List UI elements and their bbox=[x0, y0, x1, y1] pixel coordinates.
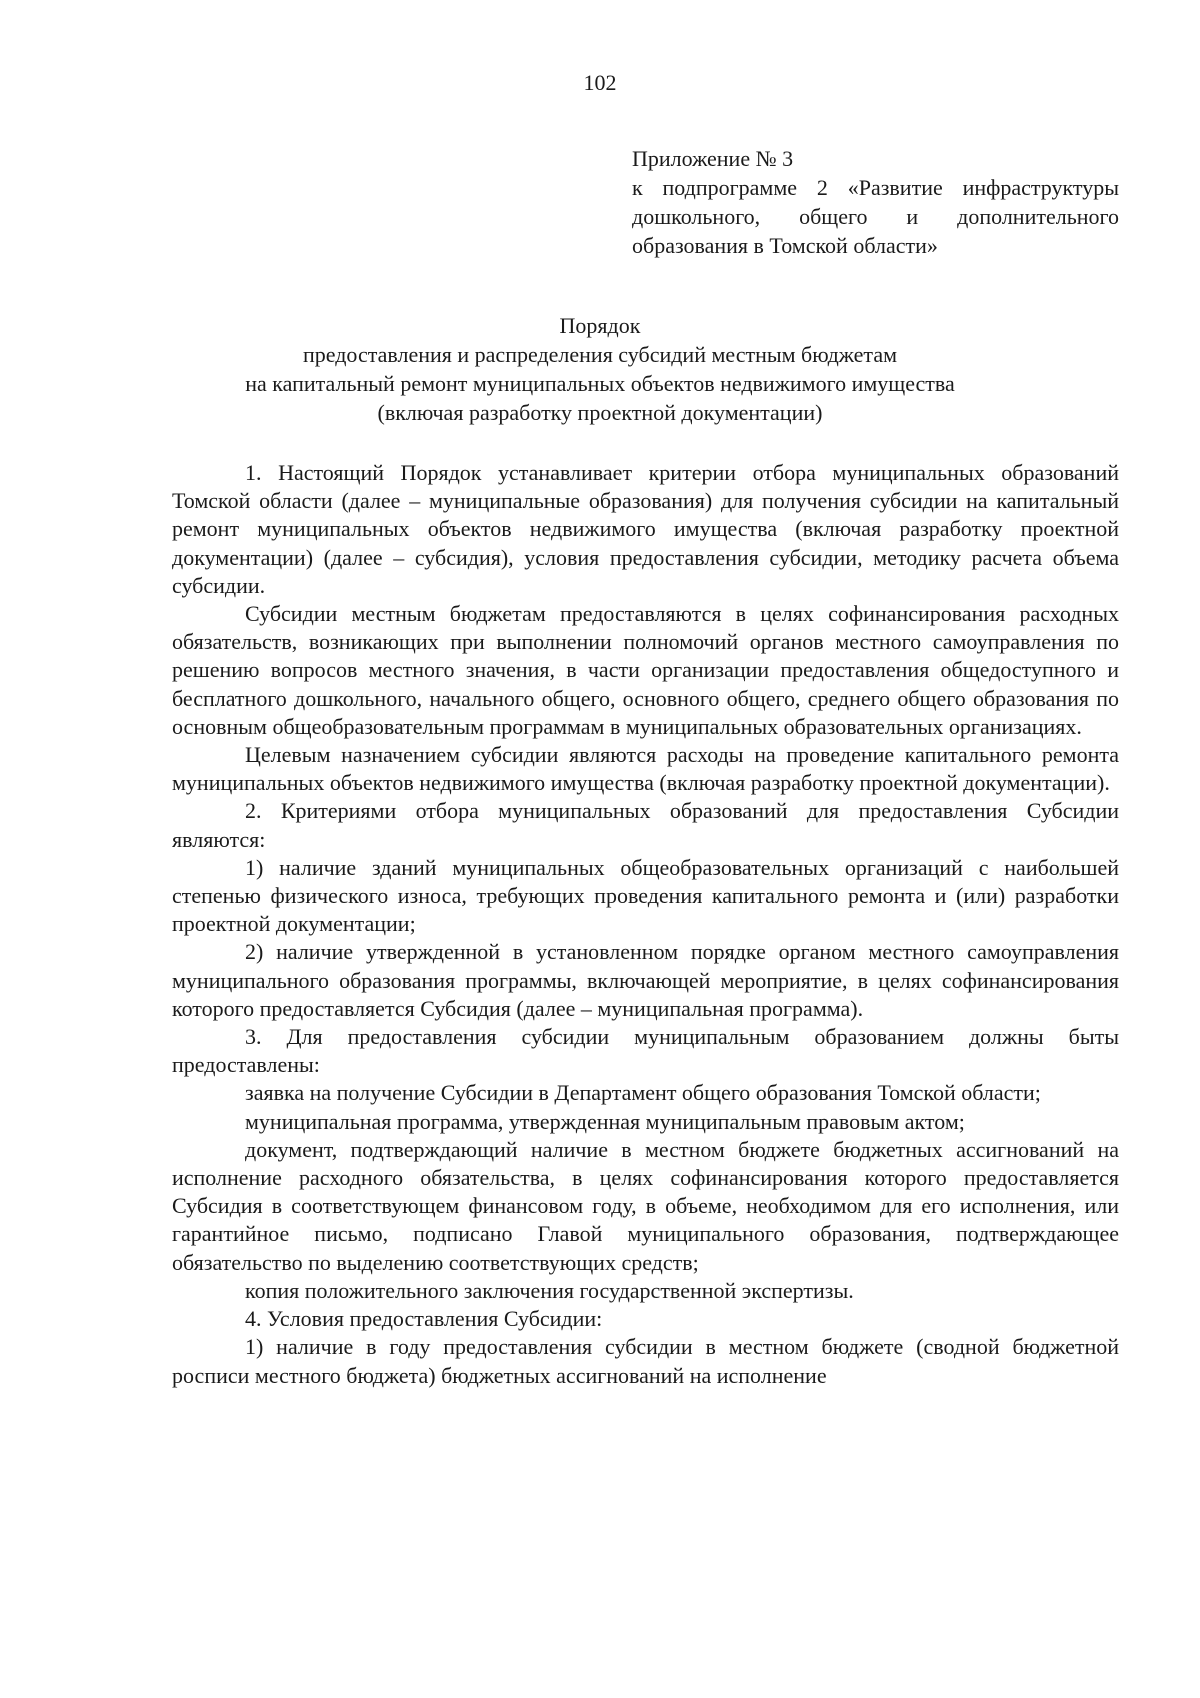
document-body bbox=[172, 459, 1119, 1390]
paragraph: 4. Условия предоставления Субсидии: bbox=[245, 1306, 603, 1332]
paragraph: 1) наличие в году предоставления субсидии в местном бюджете (сводной бюджетной росписи местного бюджета) бюджетных ассигнований на исполнение bbox=[172, 1334, 1119, 1388]
title-line: предоставления и распределения субсидий местным бюджетам bbox=[302, 342, 898, 367]
appendix-line: образования в Томской области» bbox=[632, 233, 938, 258]
title-line: (включая разработку проектной документации) bbox=[377, 400, 823, 425]
document-title bbox=[0, 311, 1200, 427]
paragraph: Целевым назначением субсидии являются расходы на проведение капитального ремонта муниципальных объектов недвижимого имущества (включая разработку проектной документации). bbox=[172, 742, 1119, 796]
paragraph: копия положительного заключения государственной экспертизы. bbox=[245, 1277, 854, 1303]
paragraph: 1) наличие зданий муниципальных общеобразовательных организаций с наибольшей степенью физического износа, требующих проведения капитального ремонта и (или) разработки проектной документации; bbox=[172, 854, 1119, 937]
paragraph: Субсидии местным бюджетам предоставляются в целях софинансирования расходных обязательств, возникающих при выполнении полномочий органов местного самоуправления по решению вопросов местного значения, в части организации предоставления общедоступного и бесплатного дошкольного, начального общего, основного общего, среднего общего образования по основным общеобразовательным программам в муниципальных образовательных организациях. bbox=[172, 601, 1119, 739]
paragraph: 2. Критериями отбора муниципальных образований для предоставления Субсидии являются: bbox=[172, 798, 1119, 852]
appendix-line: дошкольного, общего и дополнительного bbox=[632, 204, 1119, 229]
appendix-line: Приложение № 3 bbox=[632, 146, 794, 171]
paragraph: 2) наличие утвержденной в установленном порядке органом местного самоуправления муниципального образования программы, включающей мероприятие, в целях софинансирования которого предоставляется Субсидия (далее – муниципальная программа). bbox=[172, 939, 1119, 1021]
paragraph: документ, подтверждающий наличие в местном бюджете бюджетных ассигнований на исполнение расходного обязательства, в целях софинансирования которого предоставляется Субсидия в соответствующем финансовом году, в объеме, необходимом для его исполнения, или гарантийное письмо, подписано Главой муниципального образования, подтверждающее обязательство по выделению соответствующих средств; bbox=[172, 1136, 1119, 1275]
appendix-header bbox=[632, 144, 1119, 260]
title-line: Порядок bbox=[559, 313, 641, 338]
paragraph: 3. Для предоставления субсидии муниципальным образованием должны быты предоставлены: bbox=[172, 1024, 1119, 1078]
paragraph: 1. Настоящий Порядок устанавливает критерии отбора муниципальных образований Томской области (далее – муниципальные образования) для получения субсидии на капитальный ремонт муниципальных объектов недвижимого имущества (включая разработку проектной документации) (далее – субсидия), условия предоставления субсидии, методику расчета объема субсидии. bbox=[172, 460, 1119, 598]
paragraph: муниципальная программа, утвержденная муниципальным правовым актом; bbox=[245, 1108, 965, 1134]
appendix-line: к подпрограмме 2 «Развитие инфраструктуры bbox=[632, 175, 1119, 200]
page-number: 102 bbox=[583, 70, 617, 95]
title-line: на капитальный ремонт муниципальных объектов недвижимого имущества bbox=[245, 371, 955, 396]
paragraph: заявка на получение Субсидии в Департамент общего образования Томской области; bbox=[245, 1080, 1041, 1106]
